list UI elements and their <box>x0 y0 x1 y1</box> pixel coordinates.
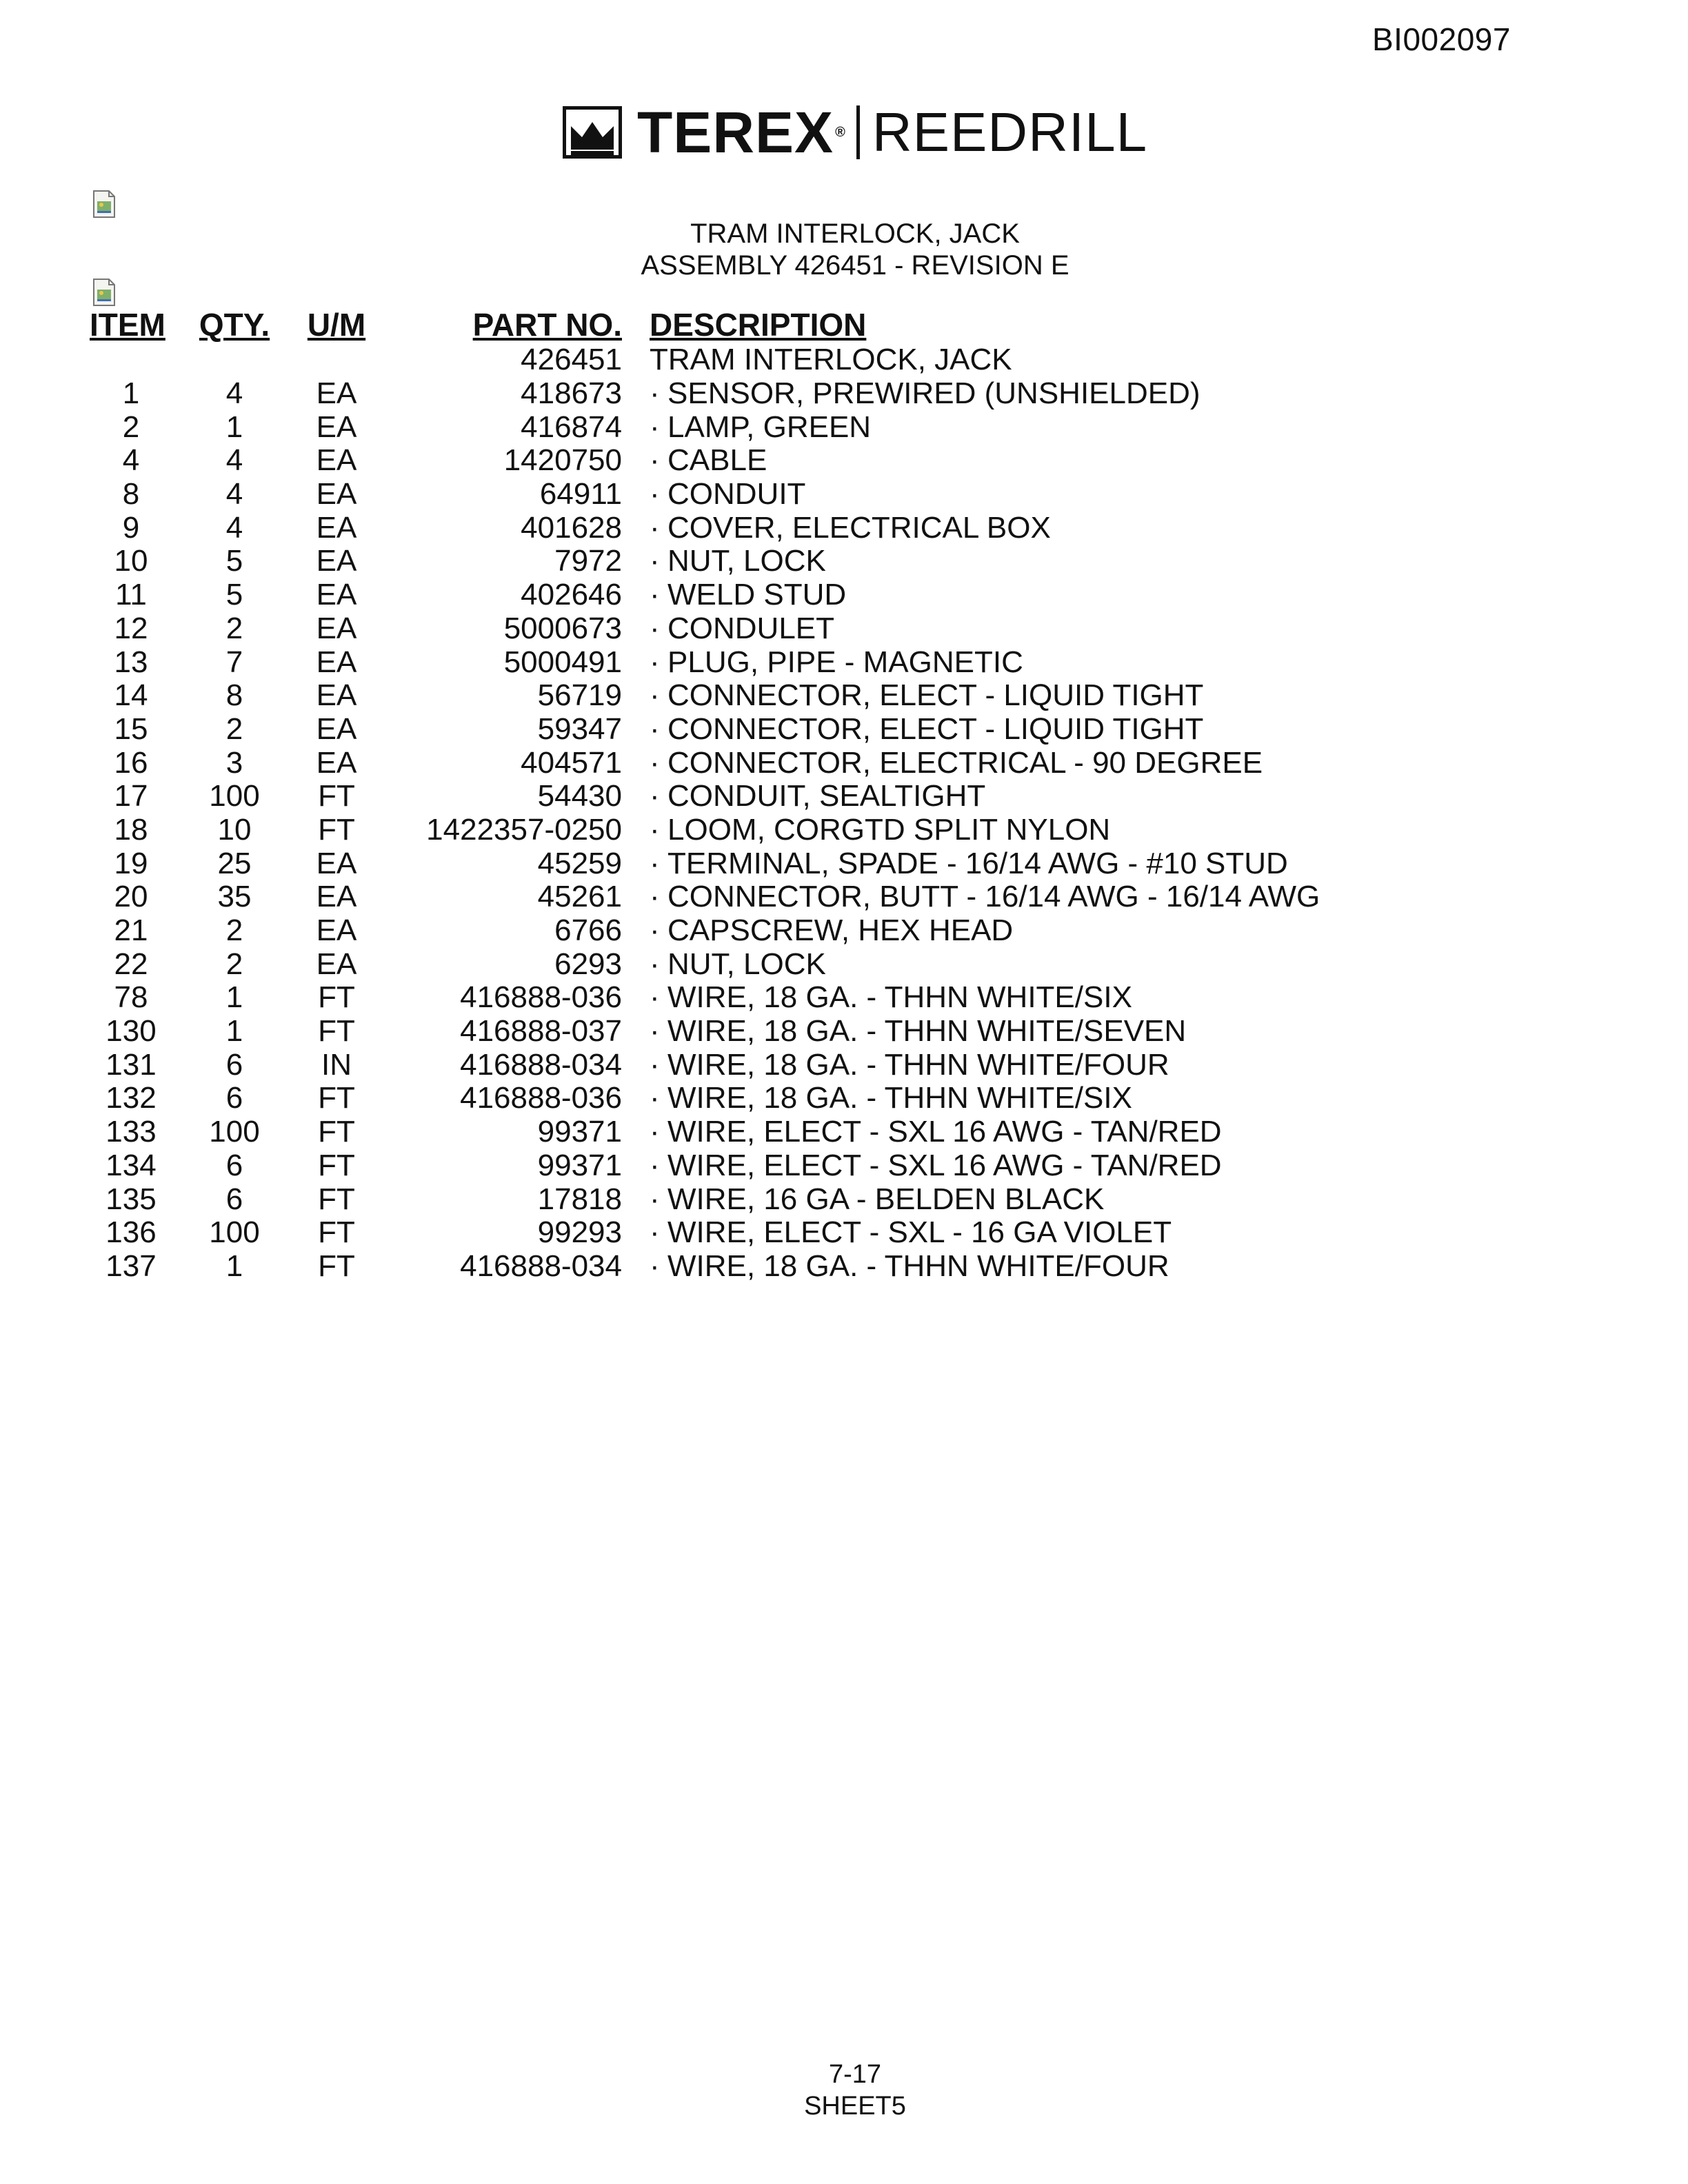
cell-part-no: 5000673 <box>503 611 622 645</box>
cell-qty: 6 <box>225 1081 243 1115</box>
table-row <box>90 1250 1408 1284</box>
cell-part-no: 45259 <box>537 846 622 880</box>
cell-qty: 100 <box>209 1115 260 1149</box>
cell-item: 136 <box>106 1215 157 1250</box>
cell-qty: 1 <box>225 1014 243 1049</box>
cell-qty: 6 <box>225 1182 243 1216</box>
cell-item: 9 <box>122 510 140 545</box>
table-row <box>90 914 1408 948</box>
table-row <box>90 713 1408 747</box>
cell-item: 1 <box>122 376 140 411</box>
cell-um: EA <box>316 477 357 512</box>
page-number: 7-17 <box>828 2060 882 2089</box>
cell-qty: 6 <box>225 1148 243 1182</box>
cell-um: EA <box>316 745 357 780</box>
description-text: PLUG, PIPE - MAGNETIC <box>667 645 1023 679</box>
bullet-marker: · <box>650 510 660 545</box>
logo-divider <box>856 105 860 159</box>
description-text: WELD STUD <box>667 578 847 612</box>
bullet-marker: · <box>650 443 660 478</box>
cell-um: FT <box>318 1148 355 1182</box>
cell-um: EA <box>316 711 357 746</box>
cell-um: EA <box>316 846 357 880</box>
document-image-icon[interactable] <box>92 190 116 218</box>
cell-qty: 1 <box>225 980 243 1015</box>
cell-qty: 2 <box>225 711 243 746</box>
bullet-marker: · <box>650 410 660 444</box>
assembly-description: TRAM INTERLOCK, JACK <box>650 343 1012 377</box>
logo-brand: TEREX <box>637 100 834 165</box>
cell-qty: 25 <box>217 846 252 880</box>
table-row <box>90 511 1408 545</box>
table-row <box>90 1048 1408 1082</box>
cell-description <box>622 1216 1408 1250</box>
terex-reedrill-logo <box>563 100 1148 165</box>
cell-um: FT <box>318 1248 355 1283</box>
bullet-marker: · <box>650 645 660 679</box>
cell-part-no: 418673 <box>521 376 622 411</box>
cell-description <box>622 578 1408 612</box>
bullet-marker: · <box>650 1182 660 1216</box>
cell-item: 11 <box>115 578 147 612</box>
cell-part-no: 1422357-0250 <box>426 812 622 847</box>
cell-um: FT <box>318 1215 355 1250</box>
cell-item: 132 <box>106 1081 157 1115</box>
cell-description <box>622 511 1408 545</box>
crown-logo-icon <box>563 106 622 159</box>
cell-qty: 6 <box>225 1047 243 1082</box>
cell-qty: 10 <box>217 812 252 847</box>
document-id: BI002097 <box>1372 21 1511 57</box>
cell-um: FT <box>318 980 355 1015</box>
document-image-icon[interactable] <box>92 279 116 306</box>
cell-description <box>622 444 1408 478</box>
table-row <box>90 1149 1408 1183</box>
cell-description <box>622 813 1408 847</box>
bullet-marker: · <box>650 1047 660 1082</box>
cell-description <box>622 612 1408 646</box>
cell-part-no: 6293 <box>554 947 622 981</box>
cell-um: FT <box>318 812 355 847</box>
cell-qty: 8 <box>225 678 243 713</box>
table-row <box>90 612 1408 646</box>
cell-um: EA <box>316 410 357 444</box>
cell-description <box>622 880 1408 914</box>
cell-um: IN <box>321 1047 352 1082</box>
bullet-marker: · <box>650 678 660 713</box>
cell-qty: 3 <box>225 745 243 780</box>
table-row <box>90 1182 1408 1216</box>
cell-part-no: 404571 <box>521 745 622 780</box>
description-text: CONNECTOR, ELECT - LIQUID TIGHT <box>667 711 1204 746</box>
cell-item: 133 <box>106 1115 157 1149</box>
sheet-label: SHEET5 <box>804 2092 906 2121</box>
cell-description <box>622 746 1408 780</box>
cell-qty: 2 <box>225 611 243 645</box>
cell-item: 17 <box>114 779 148 813</box>
cell-um: FT <box>318 779 355 813</box>
bullet-marker: · <box>650 376 660 411</box>
column-header-part-no: PART NO. <box>472 307 622 343</box>
cell-item: 18 <box>114 812 148 847</box>
cell-item: 131 <box>106 1047 157 1082</box>
cell-qty: 2 <box>225 947 243 981</box>
assembly-revision: ASSEMBLY 426451 - REVISION E <box>641 250 1069 281</box>
description-text: LAMP, GREEN <box>667 410 872 444</box>
table-row <box>90 780 1408 813</box>
cell-item: 78 <box>114 980 148 1015</box>
logo-division: REEDRILL <box>872 101 1148 163</box>
table-row <box>90 847 1408 880</box>
description-text: WIRE, 18 GA. - THHN WHITE/FOUR <box>667 1248 1169 1283</box>
bullet-marker: · <box>650 880 660 914</box>
cell-part-no: 54430 <box>537 779 622 813</box>
cell-part-no: 416888-037 <box>460 1014 622 1049</box>
description-text: WIRE, 18 GA. - THHN WHITE/SIX <box>667 980 1132 1015</box>
cell-part-no: 99371 <box>537 1115 622 1149</box>
description-text: NUT, LOCK <box>667 947 826 981</box>
description-text: CONDULET <box>667 611 835 645</box>
description-text: CONDUIT <box>667 477 806 512</box>
bullet-marker: · <box>650 1248 660 1283</box>
bullet-marker: · <box>650 711 660 746</box>
cell-part-no: 99371 <box>537 1148 622 1182</box>
cell-um: FT <box>318 1115 355 1149</box>
cell-item: 135 <box>106 1182 157 1216</box>
description-text: WIRE, ELECT - SXL 16 AWG - TAN/RED <box>667 1148 1222 1182</box>
cell-description <box>622 847 1408 880</box>
table-row <box>90 645 1408 679</box>
cell-description <box>622 478 1408 512</box>
description-text: WIRE, 16 GA - BELDEN BLACK <box>667 1182 1105 1216</box>
table-row <box>90 679 1408 713</box>
column-header-qty: QTY. <box>199 307 270 343</box>
assembly-title: TRAM INTERLOCK, JACK <box>690 219 1020 249</box>
cell-part-no: 416888-036 <box>460 1081 622 1115</box>
cell-description <box>622 410 1408 444</box>
cell-item: 20 <box>114 880 148 914</box>
cell-item: 12 <box>114 611 148 645</box>
cell-item: 130 <box>106 1014 157 1049</box>
cell-part-no: 1420750 <box>503 443 622 478</box>
description-text: WIRE, 18 GA. - THHN WHITE/SIX <box>667 1081 1132 1115</box>
table-row <box>90 813 1408 847</box>
table-row <box>90 377 1408 411</box>
cell-um: EA <box>316 510 357 545</box>
cell-um: EA <box>316 611 357 645</box>
cell-description <box>622 645 1408 679</box>
cell-um: EA <box>316 880 357 914</box>
bullet-marker: · <box>650 779 660 813</box>
cell-part-no: 416874 <box>521 410 622 444</box>
description-text: NUT, LOCK <box>667 544 826 578</box>
bullet-marker: · <box>650 544 660 578</box>
description-text: TERMINAL, SPADE - 16/14 AWG - #10 STUD <box>667 846 1288 880</box>
cell-um: FT <box>318 1182 355 1216</box>
cell-um: FT <box>318 1014 355 1049</box>
bullet-marker: · <box>650 1014 660 1049</box>
cell-um: FT <box>318 1081 355 1115</box>
bullet-marker: · <box>650 846 660 880</box>
cell-part-no: 64911 <box>539 477 622 512</box>
bullet-marker: · <box>650 745 660 780</box>
cell-item: 137 <box>106 1248 157 1283</box>
table-row <box>90 1082 1408 1115</box>
table-header-row <box>90 303 1408 343</box>
table-row <box>90 1015 1408 1049</box>
cell-qty: 7 <box>225 645 243 679</box>
cell-qty: 100 <box>209 1215 260 1250</box>
column-header-um: U/M <box>307 307 366 343</box>
bullet-marker: · <box>650 947 660 981</box>
cell-qty: 1 <box>225 410 243 444</box>
cell-qty: 100 <box>209 779 260 813</box>
cell-description <box>622 377 1408 411</box>
cell-description <box>622 1250 1408 1284</box>
bullet-marker: · <box>650 1148 660 1182</box>
cell-part-no: 402646 <box>521 578 622 612</box>
cell-item: 22 <box>114 947 148 981</box>
cell-item: 8 <box>122 477 140 512</box>
cell-part-no: 416888-036 <box>460 980 622 1015</box>
cell-description <box>622 1149 1408 1183</box>
cell-item: 134 <box>106 1148 157 1182</box>
cell-item: 14 <box>114 678 148 713</box>
cell-item: 13 <box>114 645 148 679</box>
cell-part-no: 7972 <box>554 544 622 578</box>
cell-part-no: 6766 <box>554 913 622 948</box>
cell-um: EA <box>316 443 357 478</box>
cell-description <box>622 780 1408 813</box>
column-header-description: DESCRIPTION <box>650 307 867 343</box>
bullet-marker: · <box>650 578 660 612</box>
cell-qty: 1 <box>225 1248 243 1283</box>
cell-um: EA <box>316 376 357 411</box>
cell-item: 2 <box>122 410 140 444</box>
cell-part-no: 416888-034 <box>460 1047 622 1082</box>
cell-item: 16 <box>114 745 148 780</box>
table-row <box>90 478 1408 512</box>
description-text: LOOM, CORGTD SPLIT NYLON <box>667 812 1111 847</box>
bullet-marker: · <box>650 1115 660 1149</box>
bullet-marker: · <box>650 611 660 645</box>
cell-item: 10 <box>114 544 148 578</box>
description-text: CONDUIT, SEALTIGHT <box>667 779 986 813</box>
description-text: CONNECTOR, BUTT - 16/14 AWG - 16/14 AWG <box>667 880 1320 914</box>
registered-mark: ® <box>835 124 845 140</box>
description-text: COVER, ELECTRICAL BOX <box>667 510 1051 545</box>
description-text: WIRE, 18 GA. - THHN WHITE/SEVEN <box>667 1014 1187 1049</box>
bullet-marker: · <box>650 812 660 847</box>
cell-description <box>622 947 1408 981</box>
parts-list-table <box>90 303 1408 1283</box>
bullet-marker: · <box>650 1081 660 1115</box>
cell-part-no: 56719 <box>537 678 622 713</box>
table-row <box>90 1115 1408 1149</box>
cell-qty: 35 <box>217 880 252 914</box>
cell-item: 15 <box>114 711 148 746</box>
page-footer <box>0 2059 1688 2122</box>
table-row <box>90 746 1408 780</box>
description-text: SENSOR, PREWIRED (UNSHIELDED) <box>667 376 1200 411</box>
cell-item: 21 <box>114 913 148 948</box>
description-text: WIRE, ELECT - SXL - 16 GA VIOLET <box>667 1215 1172 1250</box>
cell-um: EA <box>316 947 357 981</box>
cell-um: EA <box>316 913 357 948</box>
cell-qty: 4 <box>225 510 243 545</box>
bullet-marker: · <box>650 913 660 948</box>
cell-um: EA <box>316 578 357 612</box>
cell-description <box>622 914 1408 948</box>
bullet-marker: · <box>650 1215 660 1250</box>
cell-um: EA <box>316 678 357 713</box>
cell-qty: 2 <box>225 913 243 948</box>
cell-part-no: 5000491 <box>503 645 622 679</box>
cell-description <box>622 1082 1408 1115</box>
cell-part-no: 401628 <box>521 510 622 545</box>
cell-item: 19 <box>114 846 148 880</box>
description-text: CABLE <box>667 443 767 478</box>
cell-qty: 5 <box>225 544 243 578</box>
description-text: WIRE, ELECT - SXL 16 AWG - TAN/RED <box>667 1115 1222 1149</box>
cell-part-no: 17818 <box>537 1182 622 1216</box>
column-header-item: ITEM <box>90 307 165 343</box>
table-row <box>90 880 1408 914</box>
table-row <box>90 1216 1408 1250</box>
description-text: CAPSCREW, HEX HEAD <box>667 913 1014 948</box>
cell-item: 4 <box>122 443 140 478</box>
cell-part-no: 99293 <box>537 1215 622 1250</box>
assembly-row <box>90 343 1408 377</box>
table-row <box>90 444 1408 478</box>
description-text: WIRE, 18 GA. - THHN WHITE/FOUR <box>667 1047 1169 1082</box>
cell-part-no: 59347 <box>537 711 622 746</box>
cell-qty: 5 <box>225 578 243 612</box>
description-text: CONNECTOR, ELECTRICAL - 90 DEGREE <box>667 745 1263 780</box>
cell-description <box>622 1048 1408 1082</box>
table-row <box>90 410 1408 444</box>
cell-part-no: 45261 <box>537 880 622 914</box>
cell-description <box>622 1182 1408 1216</box>
table-row <box>90 947 1408 981</box>
table-row <box>90 981 1408 1015</box>
description-text: CONNECTOR, ELECT - LIQUID TIGHT <box>667 678 1204 713</box>
cell-part-no: 416888-034 <box>460 1248 622 1283</box>
cell-description <box>622 1015 1408 1049</box>
cell-description <box>622 713 1408 747</box>
bullet-marker: · <box>650 477 660 512</box>
cell-description <box>622 1115 1408 1149</box>
table-row <box>90 578 1408 612</box>
cell-um: EA <box>316 645 357 679</box>
assembly-part-no: 426451 <box>521 343 622 377</box>
assembly-title-block <box>0 218 1688 281</box>
cell-description <box>622 679 1408 713</box>
cell-um: EA <box>316 544 357 578</box>
cell-qty: 4 <box>225 376 243 411</box>
bullet-marker: · <box>650 980 660 1015</box>
cell-qty: 4 <box>225 477 243 512</box>
cell-description <box>622 981 1408 1015</box>
cell-qty: 4 <box>225 443 243 478</box>
table-row <box>90 545 1408 578</box>
cell-description <box>622 545 1408 578</box>
